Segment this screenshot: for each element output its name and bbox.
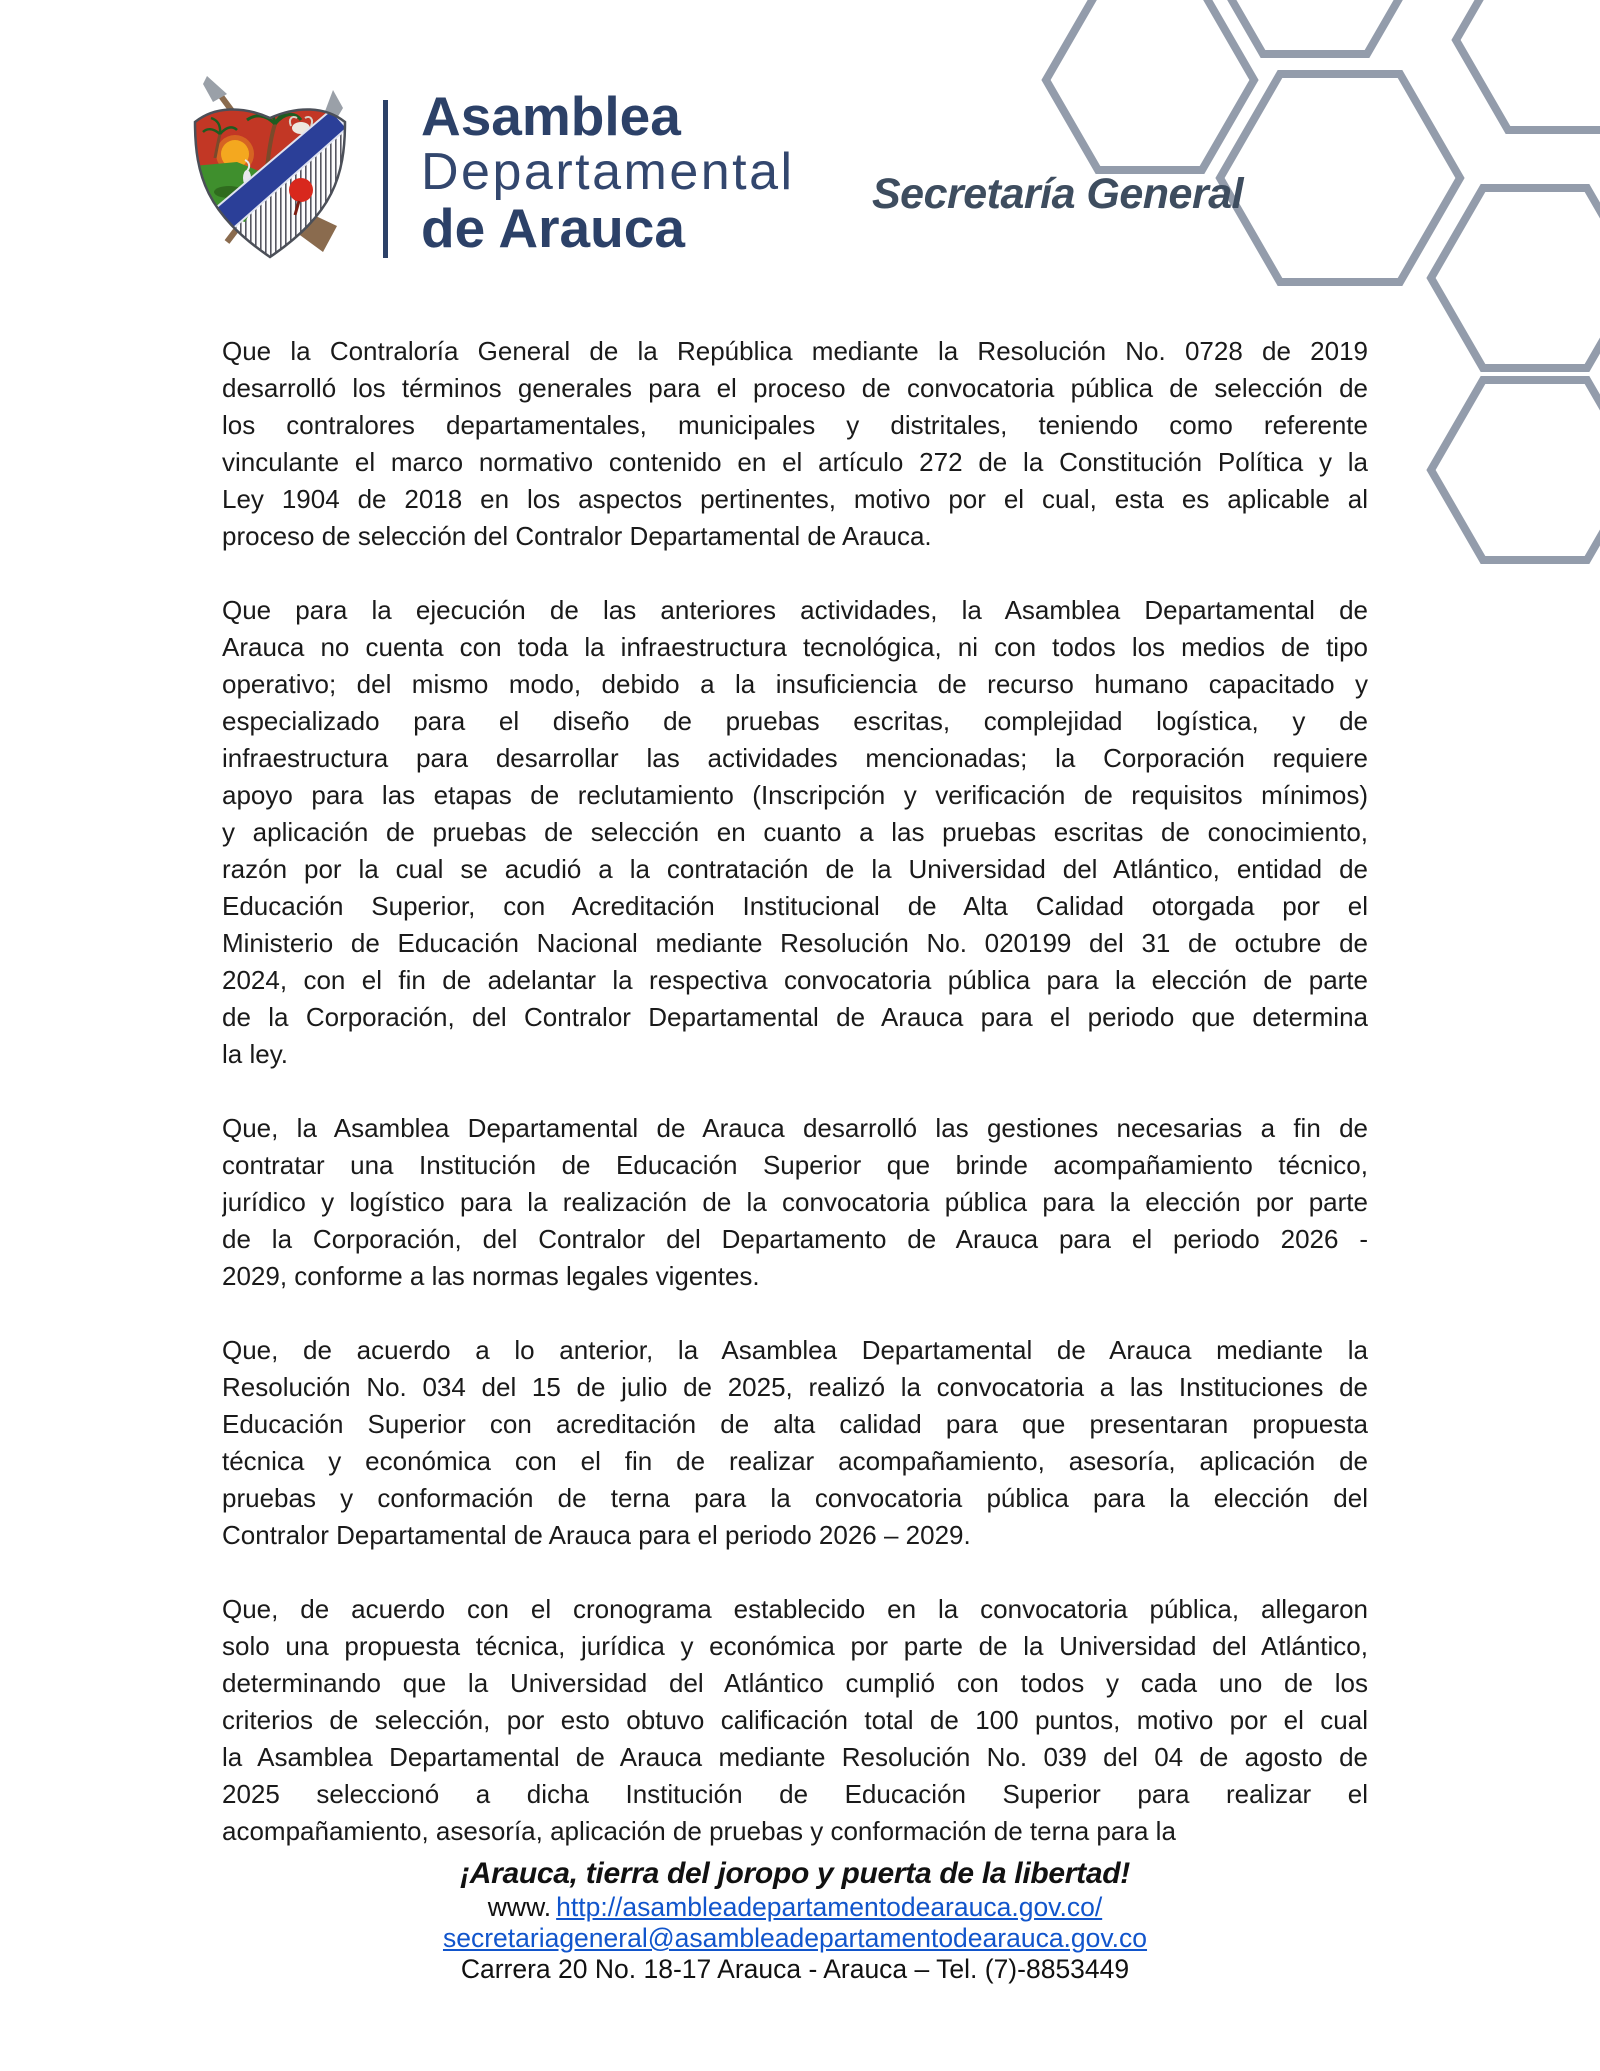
paragraph-line: 2029, conforme a las normas legales vigentes. (222, 1261, 760, 1291)
office-title: Secretaría General (872, 170, 1244, 218)
paragraph-line: pruebas y conformación de terna para la convocatoria pública para la elección del (222, 1483, 1368, 1513)
org-wordmark (421, 85, 795, 259)
logo-divider (383, 100, 388, 258)
email-link[interactable]: secretariageneral@asambleadepartamentodearauca.gov.co (442, 1923, 1148, 1953)
paragraph-line: Que para la ejecución de las anteriores actividades, la Asamblea Departamental de (222, 595, 1368, 625)
paragraph-line: infraestructura para desarrollar las actividades mencionadas; la Corporación requiere (222, 743, 1368, 773)
paragraph-line: y aplicación de pruebas de selección en cuanto a las pruebas escritas de conocimiento, (222, 817, 1368, 847)
org-name-line1: Asamblea (421, 85, 681, 147)
body-paragraph (222, 1591, 1368, 1850)
paragraph-line: especializado para el diseño de pruebas escritas, complejidad logística, y de (222, 706, 1368, 736)
body-paragraph (222, 1332, 1368, 1554)
footer-website-line (222, 1892, 1368, 1923)
paragraph-line: proceso de selección del Contralor Departamental de Arauca. (222, 521, 932, 551)
paragraph-line: 2025 seleccionó a dicha Institución de Educación Superior para realizar el (222, 1779, 1368, 1809)
body-paragraph (222, 333, 1368, 555)
paragraph-line: vinculante el marco normativo contenido en el artículo 272 de la Constitución Política y la (222, 447, 1368, 477)
footer-email-line (222, 1923, 1368, 1954)
paragraph-line: contratar una Institución de Educación Superior que brinde acompañamiento técnico, (222, 1150, 1368, 1180)
paragraph-line: 2024, con el fin de adelantar la respectiva convocatoria pública para la elección de parte (222, 965, 1368, 995)
paragraph-line: solo una propuesta técnica, jurídica y económica por parte de la Universidad del Atlántico, (222, 1631, 1368, 1661)
paragraph-line: jurídico y logístico para la realización de la convocatoria pública para la elección por parte (222, 1187, 1368, 1217)
paragraph-line: Que, de acuerdo con el cronograma establecido en la convocatoria pública, allegaron (222, 1594, 1368, 1624)
paragraph-line: Resolución No. 034 del 15 de julio de 2025, realizó la convocatoria a las Instituciones de (222, 1372, 1368, 1402)
paragraph-line: Contralor Departamental de Arauca para el periodo 2026 – 2029. (222, 1520, 971, 1550)
footer-address: Carrera 20 No. 18-17 Arauca - Arauca – Tel. (7)-8853449 (460, 1954, 1130, 1984)
paragraph-line: Educación Superior, con Acreditación Institucional de Alta Calidad otorgada por el (222, 891, 1368, 921)
org-name-line2: Departamental (421, 143, 795, 201)
paragraph-line: de la Corporación, del Contralor del Departamento de Arauca para el periodo 2026 - (222, 1224, 1368, 1254)
paragraph-line: Que, de acuerdo a lo anterior, la Asamblea Departamental de Arauca mediante la (222, 1335, 1368, 1365)
paragraph-line: Que la Contraloría General de la República mediante la Resolución No. 0728 de 2019 (222, 336, 1368, 366)
paragraph-line: de la Corporación, del Contralor Departamental de Arauca para el periodo que determina (222, 1002, 1368, 1032)
footer-slogan: ¡Arauca, tierra del joropo y puerta de la libertad! (460, 1857, 1130, 1890)
paragraph-line: criterios de selección, por esto obtuvo calificación total de 100 puntos, motivo por el cual (222, 1705, 1368, 1735)
paragraph-line: operativo; del mismo modo, debido a la insuficiencia de recurso humano capacitado y (222, 669, 1368, 699)
website-link[interactable]: http://asambleadepartamentodearauca.gov.co/ (556, 1892, 1103, 1922)
paragraph-line: Ministerio de Educación Nacional mediante Resolución No. 020199 del 31 de octubre de (222, 928, 1368, 958)
body-paragraph (222, 1110, 1368, 1295)
paragraph-line: Arauca no cuenta con toda la infraestructura tecnológica, ni con todos los medios de tipo (222, 632, 1368, 662)
org-name-line3: de Arauca (421, 197, 685, 259)
www-prefix: www. (487, 1892, 552, 1922)
coat-of-arms-icon (185, 70, 355, 265)
document-body (222, 333, 1368, 1887)
page-footer (222, 1856, 1368, 1985)
paragraph-line: Ley 1904 de 2018 en los aspectos pertinentes, motivo por el cual, esta es aplicable al (222, 484, 1368, 514)
paragraph-line: Educación Superior con acreditación de alta calidad para que presentaran propuesta (222, 1409, 1368, 1439)
paragraph-line: la ley. (222, 1039, 288, 1069)
body-paragraph (222, 592, 1368, 1073)
paragraph-line: la Asamblea Departamental de Arauca mediante Resolución No. 039 del 04 de agosto de (222, 1742, 1368, 1772)
paragraph-line: razón por la cual se acudió a la contratación de la Universidad del Atlántico, entidad de (222, 854, 1368, 884)
paragraph-line: los contralores departamentales, municipales y distritales, teniendo como referente (222, 410, 1368, 440)
paragraph-line: apoyo para las etapas de reclutamiento (Inscripción y verificación de requisitos mínimos) (222, 780, 1368, 810)
paragraph-line: determinando que la Universidad del Atlántico cumplió con todos y cada uno de los (222, 1668, 1368, 1698)
paragraph-line: técnica y económica con el fin de realizar acompañamiento, asesoría, aplicación de (222, 1446, 1368, 1476)
paragraph-line: desarrolló los términos generales para el proceso de convocatoria pública de selección de (222, 373, 1368, 403)
paragraph-line: acompañamiento, asesoría, aplicación de pruebas y conformación de terna para la (222, 1816, 1176, 1846)
paragraph-line: Que, la Asamblea Departamental de Arauca desarrolló las gestiones necesarias a fin de (222, 1113, 1368, 1143)
